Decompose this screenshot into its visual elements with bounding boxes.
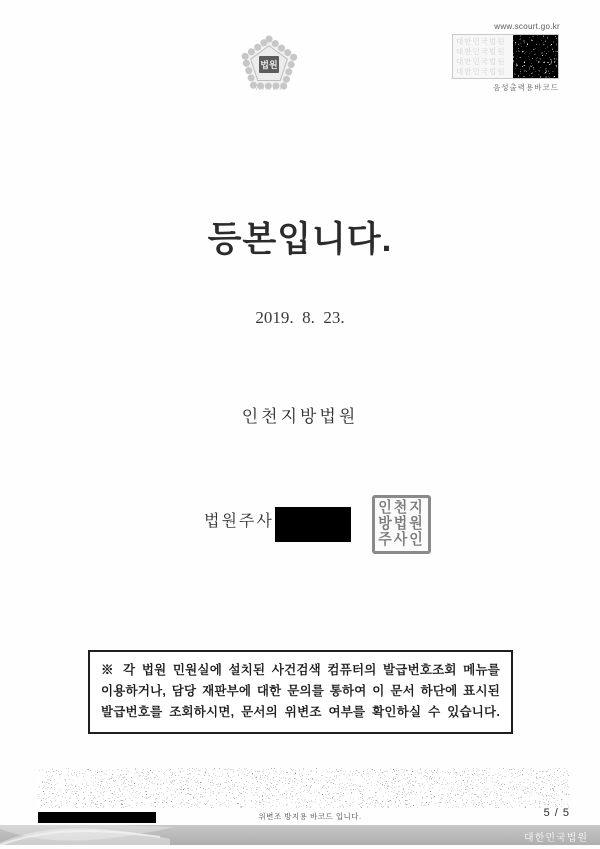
issue-date: 2019. 8. 23. [255, 308, 345, 327]
page-indicator: 5 / 5 [543, 807, 570, 819]
barcode-watermark: 대한민국법원 대한민국법원 대한민국법원 대한민국법원 [456, 37, 506, 76]
barcode-caption: 음성출력용바코드 [493, 83, 559, 92]
scourt-url: www.scourt.go.kr [494, 22, 560, 31]
issue-number-redaction [38, 812, 156, 823]
official-stamp-icon [372, 495, 431, 554]
org-name: 대한민국법원 [524, 833, 588, 844]
stamp-row: 인천지 [378, 500, 425, 516]
anti-forgery-barcode [38, 768, 569, 808]
clerk-name-redaction [275, 507, 351, 542]
clerk-title: 법원주사 [204, 513, 274, 530]
footer-bar [0, 825, 600, 845]
court-emblem [238, 34, 300, 102]
court-name: 인천지방법원 [241, 407, 359, 426]
stamp-row: 방법원 [378, 516, 425, 532]
swoosh-icon [0, 825, 220, 845]
stamp-row: 주사인 [378, 532, 425, 548]
court-emblem-icon [238, 34, 300, 102]
document-title: 등본입니다. [207, 220, 393, 259]
emblem-label: 법원 [260, 60, 278, 70]
barcode-note: 위변조 방지용 바코드 입니다. [258, 812, 362, 821]
verification-notice [88, 650, 513, 734]
notice-text: ※ 각 법원 민원실에 설치된 사건검색 컴퓨터의 발급번호조회 메뉴를 이용하거나, 담당 재판부에 대한 문의를 통하여 이 문서 하단에 표시된 발급번호를 조회하시면, 문서의 위변조 여부를 확인하실 수 있습니다. [101, 663, 500, 719]
voice-barcode [452, 34, 559, 79]
voice-barcode-image [513, 35, 558, 78]
